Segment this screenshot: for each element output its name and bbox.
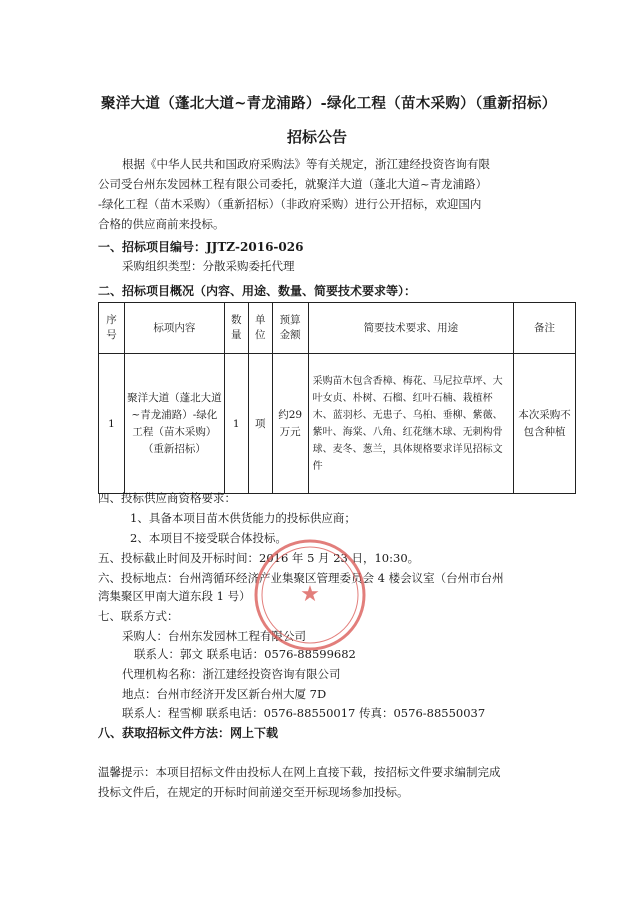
header-qty: 数量 [224, 303, 248, 354]
notice-line: 投标文件后，在规定的开标时间前递交至开标现场参加投标。 [98, 785, 409, 799]
table-row [99, 354, 576, 494]
intro-line: 根据《中华人民共和国政府采购法》等有关规定，浙江建经投资咨询有限 [122, 157, 490, 171]
table-header-row [99, 303, 576, 354]
cell-no: 1 [99, 354, 125, 494]
section-1-heading: 一、招标项目编号：JJTZ-2016-026 [98, 240, 304, 254]
header-content: 标项内容 [124, 303, 224, 354]
qualification-item: 2、本项目不接受联合体投标。 [130, 531, 287, 545]
intro-line: 公司受台州东发园林工程有限公司委托，就聚洋大道（蓬北大道~青龙浦路） [98, 177, 488, 191]
header-no: 序号 [99, 303, 125, 354]
section-8: 八、获取招标文件方法：网上下载 [98, 726, 279, 740]
cell-remark: 本次采购不包含种植 [514, 354, 576, 494]
document-title: 聚洋大道（蓬北大道~青龙浦路）-绿化工程（苗木采购）（重新招标） [101, 95, 557, 112]
cell-requirements: 采购苗木包含香樟、梅花、马尼拉草坪、大叶女贞、朴树、石榴、红叶石楠、栽植杯木、蓝羽杉、无患子、乌桕、垂柳、紫薇、紫叶、海棠、八角、红花继木球、无刺构骨球、麦冬、葱兰，具体规格要求详见招标文件 [308, 354, 513, 494]
intro-line: -绿化工程（苗木采购）（重新招标）（非政府采购）进行公开招标，欢迎国内 [98, 197, 482, 211]
purchaser: 采购人：台州东发园林工程有限公司 [122, 629, 306, 643]
section-7-heading: 七、联系方式： [98, 609, 179, 623]
document-subtitle: 招标公告 [287, 128, 348, 146]
section-6-line: 六、投标地点：台州湾循环经济产业集聚区管理委员会 4 楼会议室（台州市台州 [98, 571, 504, 585]
section-2-heading: 二、招标项目概况（内容、用途、数量、简要技术要求等）： [98, 284, 417, 298]
procurement-type: 采购组织类型：分散采购委托代理 [122, 259, 295, 273]
cell-qty: 1 [224, 354, 248, 494]
project-table [98, 302, 576, 494]
intro-line: 合格的供应商前来投标。 [98, 217, 225, 231]
svg-text:★: ★ [300, 582, 320, 607]
cell-unit: 项 [248, 354, 272, 494]
header-budget: 预算金额 [272, 303, 308, 354]
agency-address: 地点：台州市经济开发区新台州大厦 7D [122, 687, 327, 701]
header-requirements: 简要技术要求、用途 [308, 303, 513, 354]
intro-paragraph [98, 154, 490, 234]
section-6-line: 湾集聚区甲南大道东段 1 号） [98, 589, 251, 603]
header-unit: 单位 [248, 303, 272, 354]
company-seal [240, 535, 380, 655]
agency-name: 代理机构名称：浙江建经投资咨询有限公司 [122, 667, 341, 681]
cell-budget: 约29万元 [272, 354, 308, 494]
qualification-item: 1、具备本项目苗木供货能力的投标供应商； [130, 511, 356, 525]
purchaser-contact: 联系人：郭文 联系电话：0576-88599682 [134, 647, 356, 661]
notice-line: 温馨提示：本项目招标文件由投标人在网上直接下载，按招标文件要求编制完成 [98, 765, 501, 779]
cell-content: 聚洋大道（蓬北大道~青龙浦路）-绿化工程（苗木采购）（重新招标） [124, 354, 224, 494]
agency-contact: 联系人：程雪柳 联系电话：0576-88550017 传真：0576-88550037 [122, 706, 486, 720]
section-5: 五、投标截止时间及开标时间：2016 年 5 月 23 日，10:30。 [98, 551, 420, 565]
section-4-heading: 四、投标供应商资格要求： [98, 491, 236, 505]
header-remark: 备注 [514, 303, 576, 354]
